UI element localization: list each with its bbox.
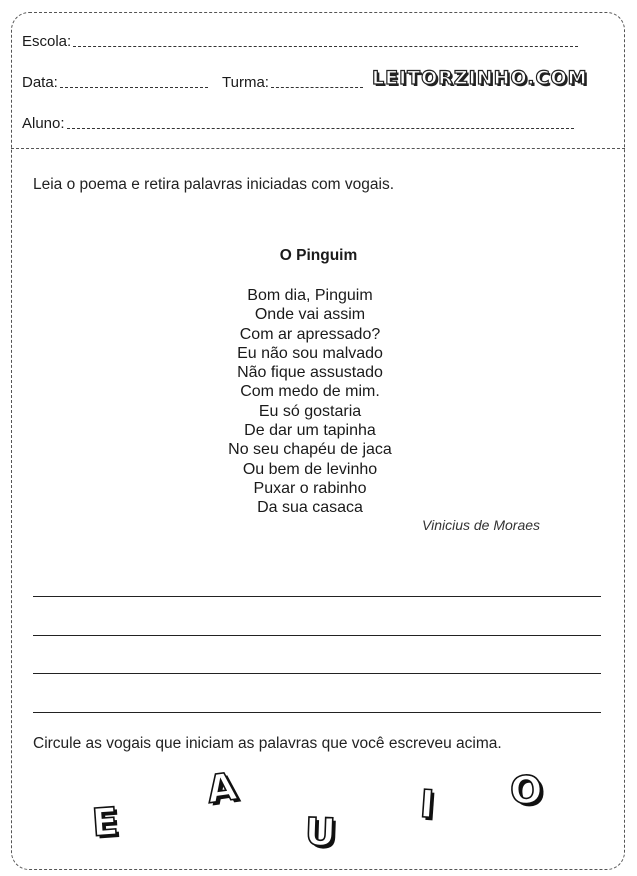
poem-line: Puxar o rabinho xyxy=(253,479,367,497)
answer-line-3[interactable] xyxy=(33,673,601,674)
poem-line: Eu não sou malvado xyxy=(237,344,383,362)
school-label: Escola: xyxy=(22,33,72,50)
poem-text xyxy=(160,286,460,518)
poem-line: Não fique assustado xyxy=(237,364,383,382)
date-input-line[interactable] xyxy=(60,87,208,88)
class-label: Turma: xyxy=(222,74,269,91)
class-input-line[interactable] xyxy=(271,87,363,88)
student-field[interactable] xyxy=(22,115,574,132)
poem-line: Com medo de mim. xyxy=(240,383,380,401)
vowel-e[interactable]: E xyxy=(90,799,120,845)
exercise2-instruction: Circule as vogais que iniciam as palavras que você escreveu acima. xyxy=(33,735,502,752)
answer-line-1[interactable] xyxy=(33,596,601,597)
student-label: Aluno: xyxy=(22,115,65,132)
school-field[interactable] xyxy=(22,33,578,50)
vowel-a[interactable]: A xyxy=(204,764,240,812)
brand-logo: LEITORZINHO.COM xyxy=(372,67,588,89)
class-field[interactable] xyxy=(222,74,363,91)
poem-line: Da sua casaca xyxy=(257,499,363,517)
answer-line-4[interactable] xyxy=(33,712,601,713)
student-input-line[interactable] xyxy=(67,128,574,129)
vowel-i[interactable]: I xyxy=(418,781,436,827)
poem-line: Onde vai assim xyxy=(254,306,366,324)
poem-line: Eu só gostaria xyxy=(258,402,362,420)
poem-title: O Pinguim xyxy=(279,247,358,264)
school-input-line[interactable] xyxy=(73,46,578,47)
vowel-u[interactable]: U xyxy=(304,809,337,855)
poem-line: Com ar apressado? xyxy=(239,325,381,343)
exercise1-instruction: Leia o poema e retira palavras iniciadas com vogais. xyxy=(33,176,394,193)
poem-line: De dar um tapinha xyxy=(244,422,376,440)
header-separator xyxy=(11,148,625,149)
date-label: Data: xyxy=(22,74,58,91)
vowel-o[interactable]: O xyxy=(508,767,544,813)
poem-line: Bom dia, Pinguim xyxy=(247,287,373,304)
poem-line: Ou bem de levinho xyxy=(242,460,378,478)
date-field[interactable] xyxy=(22,74,208,91)
poem-line: No seu chapéu de jaca xyxy=(228,441,392,459)
poem-author: Vinicius de Moraes xyxy=(422,517,541,533)
answer-line-2[interactable] xyxy=(33,635,601,636)
